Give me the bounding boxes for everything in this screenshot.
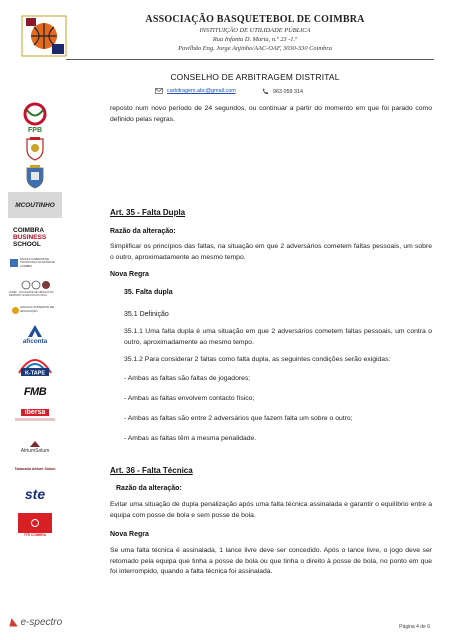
art35-reason-label: Razão da alteração: xyxy=(110,228,176,235)
mail-icon xyxy=(155,88,163,94)
tabacaria-logo-text: Tabacaria Atrium Solum xyxy=(14,467,56,471)
institution-line: INSTITUIÇÃO DE UTILIDADE PÚBLICA xyxy=(199,27,311,34)
fmb-logo xyxy=(8,382,62,402)
fcdef-logo xyxy=(8,276,62,300)
art35-bullet-2: - Ambas as faltas envolvem contacto físico; xyxy=(124,395,255,402)
art35-bullet-4: - Ambas as faltas têm a mesma penalidade. xyxy=(124,435,257,442)
email-contact xyxy=(155,88,236,94)
escola-superior-logo xyxy=(8,254,62,272)
association-title: ASSOCIAÇÃO BASQUETEBOL DE COIMBRA xyxy=(145,14,365,25)
atriumsolum-logo xyxy=(8,436,62,458)
fpb-logo xyxy=(8,100,62,134)
coimbra-crest xyxy=(8,136,62,162)
aficonta-logo xyxy=(8,320,62,348)
art35-title: Art. 35 - Falta Dupla xyxy=(110,208,186,217)
espectro-logo-text: e-spectro xyxy=(20,617,63,628)
ste-logo xyxy=(8,482,62,506)
art35-paragraph-1: 35.1.1 Uma falta dupla é uma situação em que 2 adversários cometem faltas pessoais, um contra o outro, aproximadamente ao mesmo tempo. xyxy=(124,328,432,346)
ktape-logo xyxy=(8,352,62,378)
phone-number: 963 059 314 xyxy=(273,88,303,95)
escola-educacao-logo-text: ESCOLA SUPERIOR DE EDUCAÇÃO xyxy=(20,305,55,313)
ttr-logo xyxy=(8,510,62,540)
ttr-logo-text: TTR COIMBRA xyxy=(23,533,47,537)
council-title: CONSELHO DE ARBITRAGEM DISTRITAL xyxy=(170,72,340,82)
phone-contact xyxy=(262,88,303,95)
art35-reason-text: Simplificar os princípios das faltas, na situação em que 2 adversários cometem faltas pessoais, um sobre o outro, aproximadamente ao mesmo tempo. xyxy=(110,243,432,261)
atriumsolum-logo-text: AtriumSolum xyxy=(20,448,50,454)
ktape-logo-text: K-TAPE xyxy=(24,370,46,377)
ibersa-logo-text: ibersa xyxy=(21,409,50,416)
art36-title: Art. 36 - Falta Técnica xyxy=(110,466,193,475)
coimbra-business-school-logo: COIMBRA BUSINESS SCHOOL xyxy=(13,226,47,248)
address-line: Rua Infanta D. Maria, n.º 23 -1.º xyxy=(212,36,298,43)
abc-logo xyxy=(20,14,68,58)
coat-of-arms xyxy=(8,164,62,190)
ibersa-logo xyxy=(8,406,62,424)
art36-reason-label: Razão da alteração: xyxy=(116,485,182,492)
escola-superior-logo-text: ESCOLA SUPERIOR DE TECNOLOGIA DA SAÚDE DE COIMBRA xyxy=(20,258,56,268)
escola-educacao-logo xyxy=(8,302,62,318)
art35-new-rule-label: Nova Regra xyxy=(110,271,149,278)
ste-logo-text: ste xyxy=(24,486,46,502)
art35-bullet-3: - Ambas as faltas são entre 2 adversários que fazem falta um sobre o outro; xyxy=(124,415,353,422)
art35-rule-heading: 35. Falta dupla xyxy=(124,289,173,296)
phone-icon xyxy=(262,88,269,95)
mcoutinho-logo-text: MCOUTINHO xyxy=(15,201,55,209)
aficonta-logo-text: aficonta xyxy=(22,337,48,345)
page-number: Página 4 de 6 xyxy=(399,624,430,630)
art35-definition-heading: 35.1 Definição xyxy=(124,311,169,318)
header-divider xyxy=(66,59,434,60)
tabacaria-logo xyxy=(8,462,62,476)
fpb-logo-text: FPB xyxy=(28,127,42,133)
intro-paragraph: reposto num novo período de 24 segundos, ou continuar a partir do momento em que foi parado como definido pelas regras. xyxy=(110,105,432,123)
mcoutinho-logo xyxy=(8,192,62,218)
email-link[interactable]: carbitragem.abc@gmail.com xyxy=(167,88,236,94)
sponsor-sidebar xyxy=(8,100,62,640)
fcdef-logo-text: FCDEF · FACULDADE DE CIÊNCIAS DO DESPORTO E EDUCAÇÃO FÍSICA xyxy=(9,291,54,297)
art36-reason-text: Evitar uma situação de dupla penalização após uma falta técnica assinalada e garantir o equilíbrio entre a equipa com posse de bola e sem posse de bola. xyxy=(110,501,432,519)
art36-rule-text: Se uma falta técnica é assinalada, 1 lance livre deve ser concedido. Após o lance livre, o jogo deve ser retomado pela equipa que tinha a posse de bola ou que tinha o direito à posse de bola, no ponto em que foi interrompido, quando a falta técnica foi assinalada. xyxy=(110,547,432,576)
page-header xyxy=(0,0,452,100)
venue-line: Pavilhão Eng. Jorge Anjinho/AAC-OAF, 3030-330 Coimbra xyxy=(178,45,332,52)
espectro-mark: ◣ xyxy=(10,617,18,628)
fmb-logo-text: FMB xyxy=(23,386,47,398)
art35-bullet-1: - Ambas as faltas são faltas de jogadores; xyxy=(124,375,251,382)
art35-paragraph-2: 35.1.2 Para considerar 2 faltas como falta dupla, as seguintes condições serão exigidas: xyxy=(124,356,391,363)
art36-new-rule-label: Nova Regra xyxy=(110,531,149,538)
espectro-logo xyxy=(10,617,62,628)
